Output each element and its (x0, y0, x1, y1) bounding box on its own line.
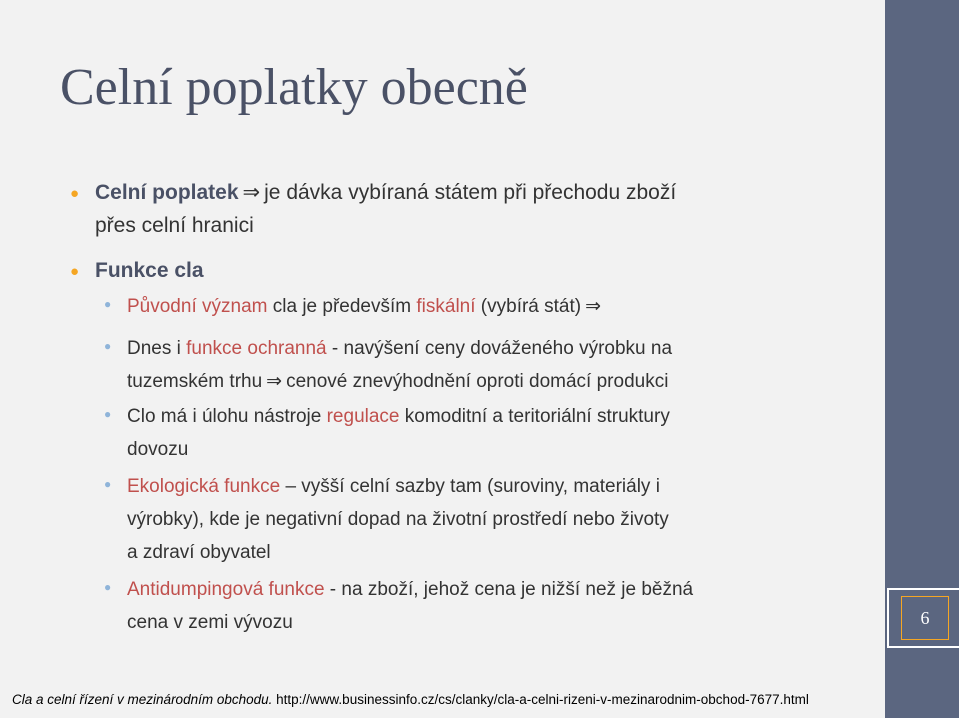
sub-bullet-dot: ● (104, 297, 112, 311)
sub-bullet-dot: ● (104, 339, 112, 353)
sub-text: (vybírá stát) (480, 296, 582, 317)
implies-arrow-icon: ⇒ (242, 180, 261, 204)
bullet-text-continuation: přes celní hranici (95, 214, 254, 237)
page-number: 6 (901, 596, 949, 640)
sub-bullet-continuation (127, 365, 668, 398)
highlight-text: Ekologická funkce (127, 476, 281, 497)
source-url-link[interactable]: http://www.businessinfo.cz/cs/clanky/cla-a-celni-rizeni-v-mezinarodnim-obchod-7677.html (276, 692, 809, 707)
sub-bullet-dot: ● (104, 477, 112, 491)
sub-text: Clo má i úlohu nástroje (127, 406, 322, 427)
sub-text: - na zboží, jehož cena je nižší než je běžná (329, 579, 694, 600)
sub-bullet-continuation: cena v zemi vývozu (127, 612, 293, 633)
sub-text: Dnes i (127, 338, 181, 359)
sub-bullet-ekologicka (127, 470, 660, 503)
highlight-text: Původní význam (127, 296, 268, 317)
sub-text: cla je především (272, 296, 412, 317)
sub-bullet-dot: ● (104, 407, 112, 421)
page-number-box (887, 588, 959, 648)
sub-text: – vyšší celní sazby tam (suroviny, materiály i (285, 476, 660, 497)
highlight-text: funkce ochranná (186, 338, 327, 359)
sub-bullet-continuation: dovozu (127, 439, 189, 460)
source-footer (12, 692, 809, 707)
sub-bullet-dot: ● (104, 580, 112, 594)
sub-text: cenové znevýhodnění oproti domácí produkci (286, 371, 669, 392)
slide-title: Celní poplatky obecně (60, 59, 528, 116)
bullet-funkce-cla (95, 254, 204, 287)
bullet-dot: ● (70, 185, 80, 202)
sub-bullet-continuation: výrobky), kde je negativní dopad na životní prostředí nebo životy (127, 509, 669, 530)
term-funkce-cla: Funkce cla (95, 259, 204, 282)
bullet-celni-poplatek (95, 176, 676, 209)
bullet-text: je dávka vybíraná státem při přechodu zboží (264, 181, 677, 204)
sub-bullet-regulace (127, 400, 670, 433)
sub-bullet-continuation: a zdraví obyvatel (127, 542, 271, 563)
highlight-text: regulace (326, 406, 400, 427)
sub-bullet-puvodni-vyznam (127, 290, 605, 323)
sub-bullet-funkce-ochranna (127, 332, 672, 365)
source-label: Cla a celní řízení v mezinárodním obchodu. (12, 692, 273, 707)
term-celni-poplatek: Celní poplatek (95, 181, 239, 204)
implies-arrow-icon: ⇒ (266, 370, 283, 392)
highlight-text: fiskální (416, 296, 476, 317)
sub-text: - navýšení ceny dováženého výrobku na (331, 338, 673, 359)
implies-arrow-icon: ⇒ (585, 295, 602, 317)
highlight-text: Antidumpingová funkce (127, 579, 325, 600)
sub-text: tuzemském trhu (127, 371, 263, 392)
sub-text: komoditní a teritoriální struktury (404, 406, 670, 427)
bullet-dot: ● (70, 263, 80, 280)
sub-bullet-antidumpingova (127, 573, 693, 606)
